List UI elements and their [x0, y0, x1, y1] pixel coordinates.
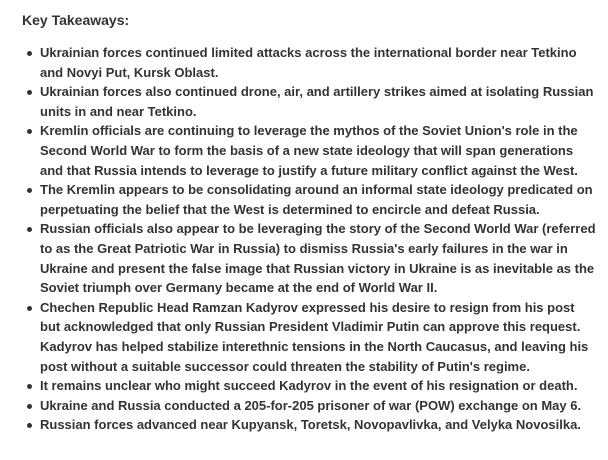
- bullet-icon: [27, 188, 32, 193]
- bullet-icon: [27, 227, 32, 232]
- bullet-icon: [27, 306, 32, 311]
- bullet-icon: [27, 384, 32, 389]
- takeaways-list: [22, 43, 598, 435]
- takeaway-text: Ukraine and Russia conducted a 205-for-205 prisoner of war (POW) exchange on May 6.: [40, 397, 582, 413]
- takeaway-item: [22, 180, 598, 219]
- takeaway-text: The Kremlin appears to be consolidating around an informal state ideology predicated on perpetuating the belief that the West is determined to encircle and defeat Russia.: [40, 182, 593, 217]
- takeaway-item: [22, 43, 598, 82]
- takeaway-item: [22, 396, 598, 416]
- bullet-icon: [27, 51, 32, 56]
- takeaway-text: Chechen Republic Head Ramzan Kadyrov expressed his desire to resign from his post but acknowledged that only Russian President Vladimir Putin can approve this request. Kadyrov has helped stabilize interethnic tensions in the North Caucasus, and leaving his post without a suitable successor could threaten the stability of Putin's regime.: [40, 299, 589, 374]
- takeaway-text: Kremlin officials are continuing to leverage the mythos of the Soviet Union's role in the Second World War to form the basis of a new state ideology that will span generations and that Russia intends to leverage to justify a future military conflict against the West.: [40, 123, 578, 178]
- takeaway-text: Ukrainian forces continued limited attacks across the international border near Tetkino and Novyi Put, Kursk Oblast.: [40, 45, 577, 80]
- bullet-icon: [27, 404, 32, 409]
- takeaway-item: [22, 376, 598, 396]
- bullet-icon: [27, 90, 32, 95]
- bullet-icon: [27, 129, 32, 134]
- takeaway-text: Russian forces advanced near Kupyansk, Toretsk, Novopavlivka, and Velyka Novosilka.: [40, 417, 581, 433]
- key-takeaways-heading: Key Takeaways:: [22, 12, 130, 28]
- takeaway-item: [22, 415, 598, 435]
- takeaway-item: [22, 219, 598, 297]
- takeaway-text: It remains unclear who might succeed Kadyrov in the event of his resignation or death.: [40, 378, 578, 394]
- takeaway-item: [22, 82, 598, 121]
- takeaway-item: [22, 121, 598, 180]
- takeaway-text: Russian officials also appear to be leveraging the story of the Second World War (referred to as the Great Patriotic War in Russia) to dismiss Russia's early failures in the war in Ukraine and present the false image that Russian victory in Ukraine is as inevitable as the Soviet triumph over Germany became at the end of World War II.: [40, 221, 596, 296]
- bullet-icon: [27, 423, 32, 428]
- takeaway-item: [22, 298, 598, 376]
- takeaway-text: Ukrainian forces also continued drone, air, and artillery strikes aimed at isolating Russian units in and near Tetkino.: [40, 84, 594, 119]
